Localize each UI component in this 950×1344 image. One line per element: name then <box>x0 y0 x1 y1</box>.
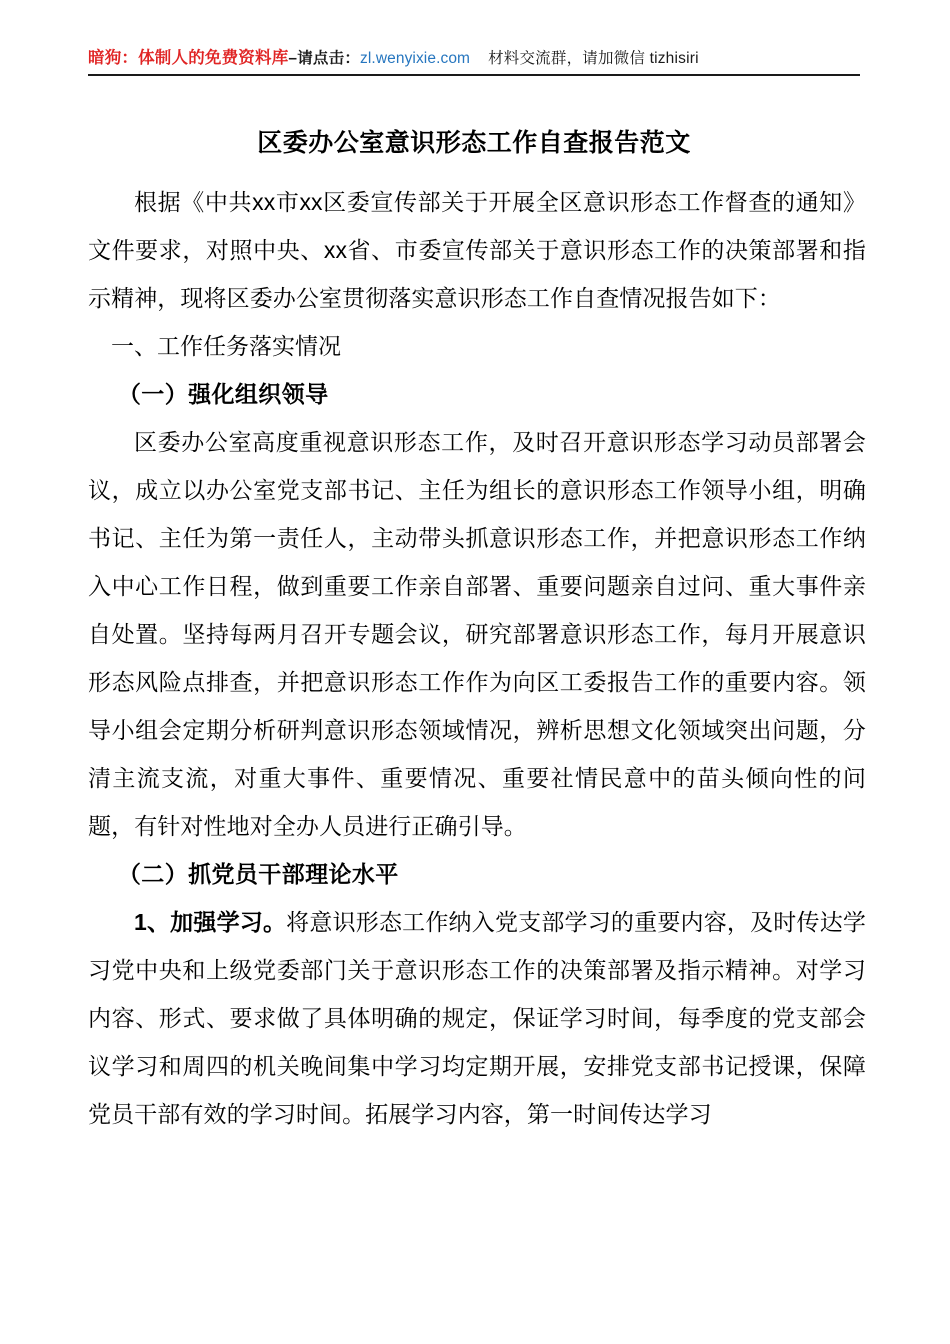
page-title: 区委办公室意识形态工作自查报告范文 <box>257 129 691 157</box>
paragraph-1-2-body <box>88 898 866 1138</box>
promo-header-banner <box>88 48 860 76</box>
promo-website-link[interactable]: zl.wenyixie.com <box>360 50 471 67</box>
subsection-heading-1-2: （二）抓党员干部理论水平 <box>117 861 399 887</box>
promo-title-text: 暗狗：体制人的免费资料库 <box>88 49 289 67</box>
paragraph-1-2-lead-label: 1、加强学习。 <box>134 909 287 935</box>
paragraph-1-1-body: 区委办公室高度重视意识形态工作，及时召开意识形态学习动员部署会议，成立以办公室党支部书记、主任为组长的意识形态工作领导小组，明确书记、主任为第一责任人，主动带头抓意识形态工作，并把意识形态工作纳入中心工作日程，做到重要工作亲自部署、重要问题亲自过问、重大事件亲自处置。坚持每两月召开专题会议，研究部署意识形态工作，每月开展意识形态风险点排查，并把意识形态工作作为向区工委报告工作的重要内容。领导小组会定期分析研判意识形态领域情况，辨析思想文化领域突出问题，分清主流支流，对重大事件、重要情况、重要社情民意中的苗头倾向性的问题，有针对性地对全办人员进行正确引导。 <box>88 429 866 839</box>
document-body <box>88 178 866 1138</box>
promo-click-text: –请点击： <box>288 50 361 67</box>
promo-wechat-note: 材料交流群，请加微信 tizhisiri <box>488 50 699 67</box>
paragraph-1-2-rest-text: 将意识形态工作纳入党支部学习的重要内容，及时传达学习党中央和上级党委部门关于意识形态工作的决策部署及指示精神。对学习内容、形式、要求做了具体明确的规定，保证学习时间，每季度的党支部会议学习和周四的机关晚间集中学习均定期开展，安排党支部书记授课，保障党员干部有效的学习时间。拓展学习内容，第一时间传达学习 <box>88 909 866 1127</box>
paragraph-intro: 根据《中共xx市xx区委宣传部关于开展全区意识形态工作督查的通知》文件要求，对照中央、xx省、市委宣传部关于意识形态工作的决策部署和指示精神，现将区委办公室贯彻落实意识形态工作自查情况报告如下： <box>88 189 866 311</box>
section-heading-1: 一、工作任务落实情况 <box>111 333 341 359</box>
subsection-heading-1-1: （一）强化组织领导 <box>117 381 329 407</box>
